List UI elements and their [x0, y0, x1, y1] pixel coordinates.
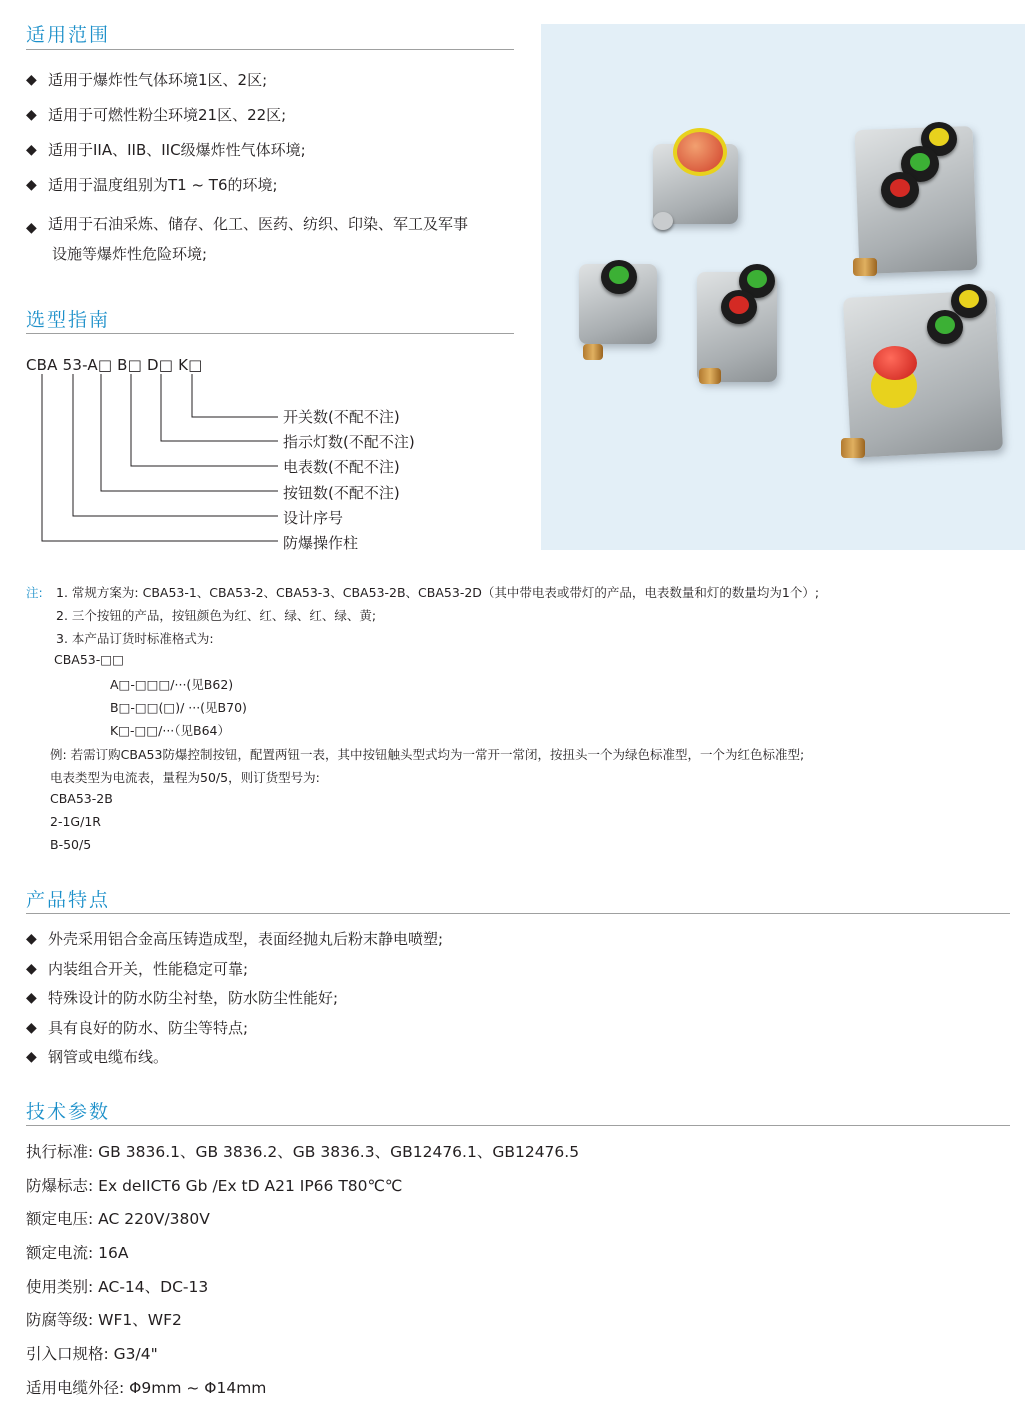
bullet-diamond-icon: ◆ — [26, 142, 37, 158]
bullet-diamond-icon: ◆ — [26, 72, 37, 88]
yellow-button-icon — [929, 128, 949, 146]
list-item: ◆ 特殊设计的防水防尘衬垫，防水防尘性能好; — [26, 989, 339, 1008]
list-item: ◆ 适用于石油采炼、储存、化工、医药、纺织、印染、军工及军事 设施等爆炸性危险环境; — [26, 215, 469, 263]
emergency-stop-station — [843, 290, 1003, 458]
param-key: 执行标准: — [26, 1143, 94, 1161]
selection-label: 设计序号 — [283, 508, 344, 527]
features-rule — [26, 913, 1010, 914]
selection-labels — [283, 405, 415, 556]
bullet-diamond-icon: ◆ — [26, 1019, 37, 1036]
red-cover-button-icon — [673, 128, 727, 176]
selection-title: 选型指南 — [26, 309, 111, 331]
features-list — [26, 928, 443, 1076]
bullet-diamond-icon: ◆ — [26, 220, 37, 236]
product-photo — [541, 24, 1025, 550]
param-key: 额定电压: — [26, 1210, 94, 1229]
note-line: 3. 本产品订货时标准格式为: — [56, 631, 214, 646]
param-row — [26, 1207, 579, 1241]
red-button-icon — [890, 179, 910, 197]
note-line: K□-□□/···（见B64） — [110, 723, 231, 738]
tech-params — [26, 1140, 579, 1410]
scope-list — [26, 69, 468, 269]
green-button-icon — [609, 266, 629, 284]
bullet-diamond-icon: ◆ — [26, 960, 37, 977]
cable-gland-icon — [653, 212, 673, 230]
leader-line-button — [101, 374, 278, 491]
note-line: B-50/5 — [50, 837, 92, 852]
model-code: CBA 53-A□ B□ D□ K□ — [26, 356, 203, 374]
scope-title: 适用范围 — [26, 24, 111, 46]
list-item: ◆ 适用于可燃性粉尘环境21区、22区; — [26, 106, 287, 124]
param-value: AC 220V/380V — [98, 1210, 210, 1229]
param-row — [26, 1308, 579, 1342]
note-line: CBA53-2B — [50, 791, 113, 806]
cable-gland-icon — [583, 344, 603, 360]
param-key: 防腐等级: — [26, 1311, 94, 1330]
selection-leader-lines — [0, 370, 290, 550]
param-row — [26, 1174, 579, 1208]
param-row — [26, 1140, 579, 1174]
leader-line-meter — [131, 374, 278, 466]
param-row — [26, 1376, 579, 1410]
selection-label: 开关数(不配不注) — [283, 408, 400, 426]
tech-rule — [26, 1125, 1010, 1126]
param-key: 引入口规格: — [26, 1345, 109, 1364]
red-button-icon — [729, 296, 749, 314]
list-item: ◆ 具有良好的防水、防尘等特点; — [26, 1018, 249, 1037]
bullet-diamond-icon: ◆ — [26, 107, 37, 123]
note-line: 1. 常规方案为: CBA53-1、CBA53-2、CBA53-3、CBA53-2B、CBA53-2D（其中带电表或带灯的产品，电表数量和灯的数量均为1个）; — [56, 585, 820, 600]
list-item: ◆ 适用于温度组别为T1 ~ T6的环境; — [26, 176, 278, 194]
param-key: 防爆标志: — [26, 1176, 94, 1195]
bullet-diamond-icon: ◆ — [26, 990, 37, 1007]
list-item: ◆ 外壳采用铝合金高压铸造成型，表面经抛丸后粉末静电喷塑; — [26, 930, 444, 948]
list-item: ◆ 适用于爆炸性气体环境1区、2区; — [26, 71, 268, 89]
selection-rule — [26, 333, 514, 334]
green-button-icon — [747, 270, 767, 288]
list-item: ◆ 适用于IIA、IIB、IIC级爆炸性气体环境; — [26, 141, 306, 159]
yellow-button-icon — [959, 290, 979, 308]
cable-gland-icon — [699, 368, 721, 384]
bullet-diamond-icon: ◆ — [26, 177, 37, 193]
green-button-icon — [910, 153, 930, 171]
selection-label: 电表数(不配不注) — [283, 458, 400, 477]
param-row — [26, 1342, 579, 1376]
cable-gland-icon — [841, 438, 865, 458]
leader-line-switch — [192, 374, 278, 417]
param-value: AC-14、DC-13 — [98, 1277, 209, 1296]
note-line: 电表类型为电流表，量程为50/5，则订货型号为: — [50, 770, 320, 785]
param-value: G3/4" — [113, 1345, 158, 1364]
note-line: 例: 若需订购CBA53防爆控制按钮，配置两钮一表，其中按钮触头型式均为一常开一常闭，按扭头一个为绿色标准型，一个为红色标准型; — [50, 747, 805, 762]
param-value: Φ9mm ~ Φ14mm — [129, 1378, 267, 1397]
note-line: CBA53-□□ — [54, 652, 124, 667]
notes-label: 注: — [26, 585, 43, 600]
bullet-diamond-icon: ◆ — [26, 1049, 37, 1066]
selection-label: 防爆操作柱 — [283, 533, 359, 552]
list-item: ◆ 钢管或电缆布线。 — [26, 1048, 169, 1067]
param-row — [26, 1241, 579, 1275]
param-key: 额定电流: — [26, 1244, 94, 1263]
scope-rule — [26, 49, 514, 50]
tech-title: 技术参数 — [26, 1101, 111, 1123]
features-title: 产品特点 — [26, 889, 111, 911]
cable-gland-icon — [853, 258, 877, 276]
param-value: 16A — [98, 1244, 129, 1263]
note-line: B□-□□(□)/ ···(见B70) — [110, 700, 247, 715]
note-line: 2-1G/1R — [50, 814, 101, 829]
param-key: 使用类别: — [26, 1277, 94, 1296]
note-line: A□-□□□/···(见B62) — [110, 677, 234, 692]
list-item: ◆ 内装组合开关，性能稳定可靠; — [26, 959, 249, 978]
selection-label: 按钮数(不配不注) — [283, 483, 400, 502]
leader-line-lamp — [161, 374, 278, 441]
param-key: 适用电缆外径: — [26, 1378, 125, 1397]
emergency-stop-icon — [873, 346, 917, 380]
param-row — [26, 1275, 579, 1309]
note-line: 2. 三个按钮的产品，按钮颜色为红、红、绿、红、绿、黄; — [56, 608, 377, 623]
green-button-icon — [935, 316, 955, 334]
param-value: WF1、WF2 — [98, 1311, 182, 1330]
selection-label: 指示灯数(不配不注) — [283, 433, 415, 452]
leader-line-design — [73, 374, 278, 516]
param-value: Ex deIICT6 Gb /Ex tD A21 IP66 T80℃℃ — [98, 1176, 403, 1195]
bullet-diamond-icon: ◆ — [26, 931, 37, 947]
param-value: GB 3836.1、GB 3836.2、GB 3836.3、GB12476.1、GB12476.5 — [98, 1143, 580, 1161]
